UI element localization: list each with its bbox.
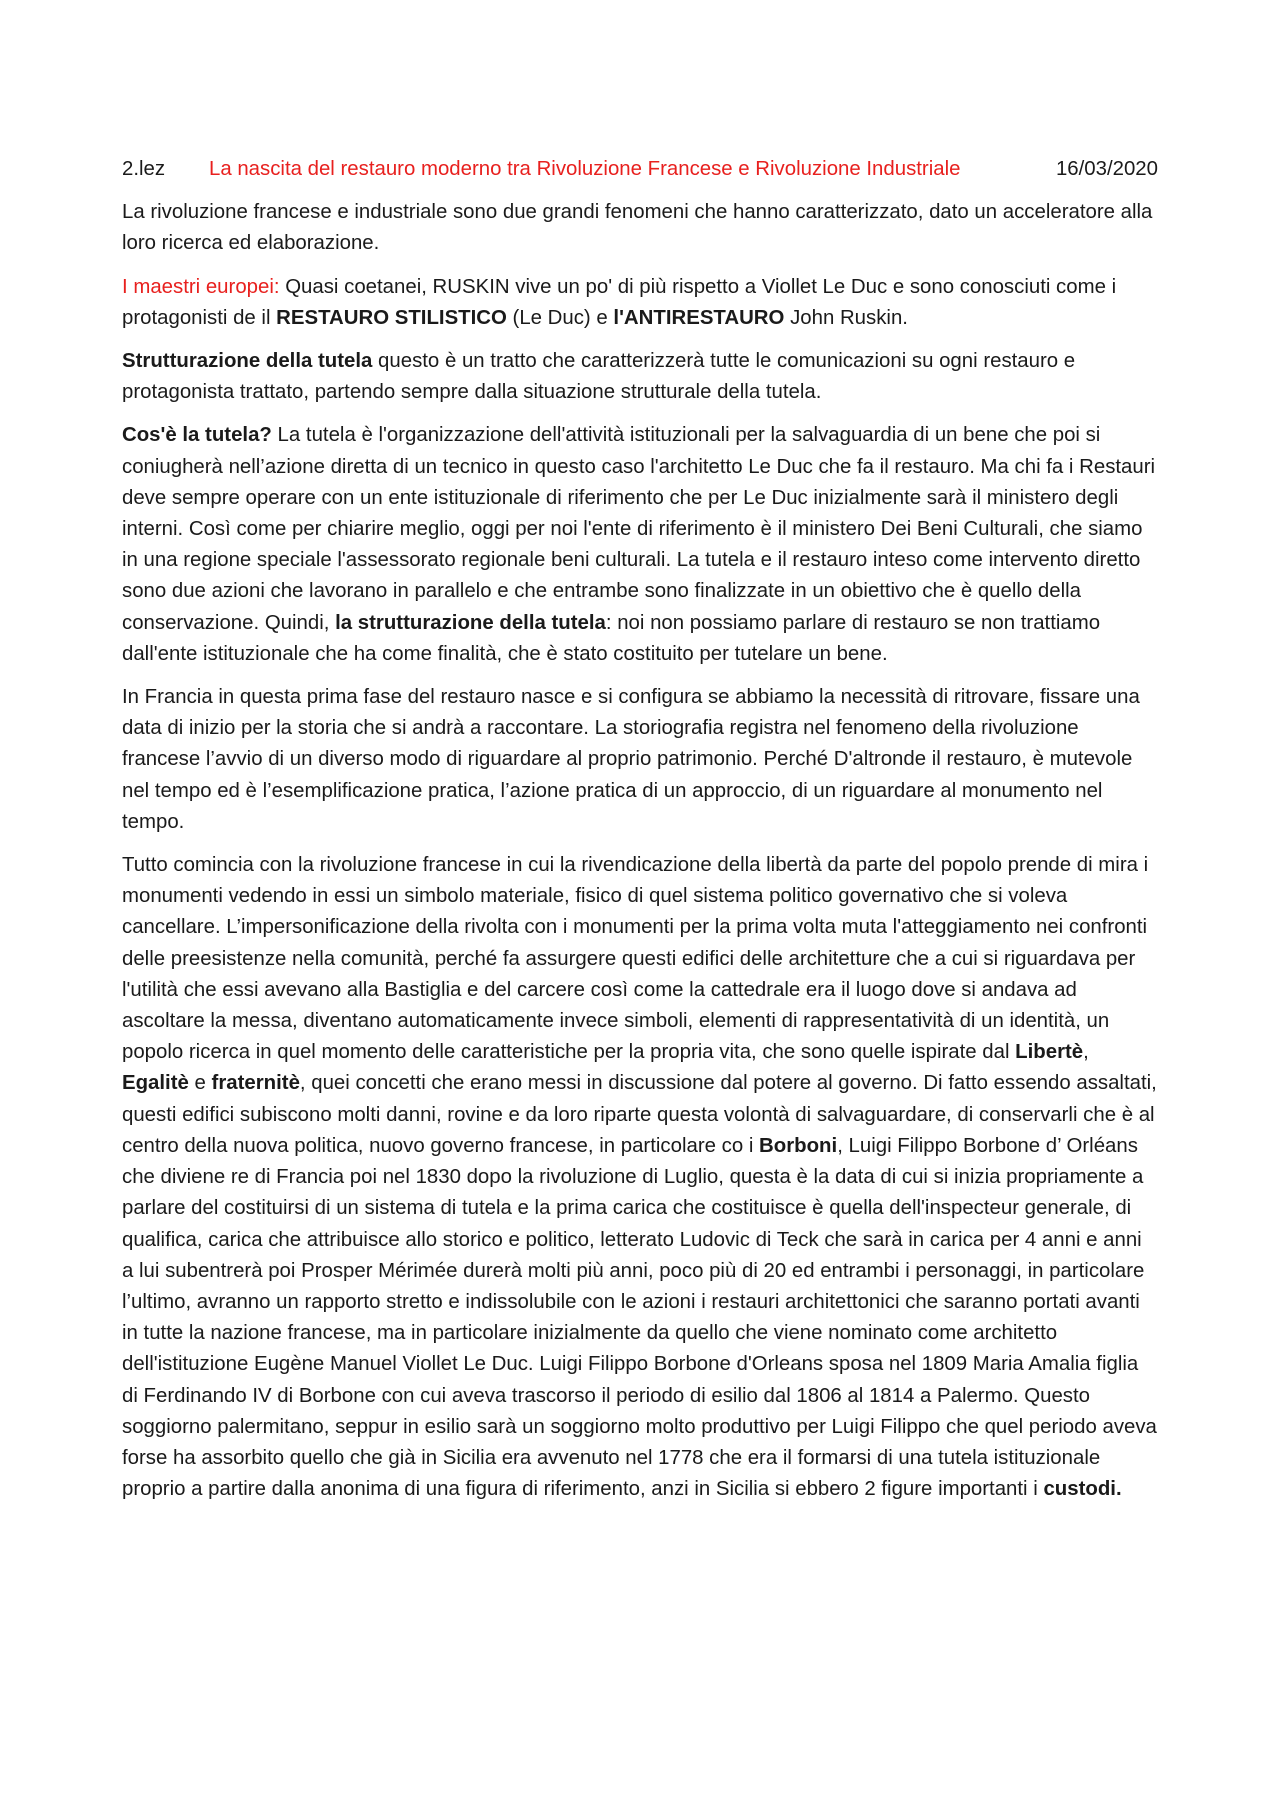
paragraph-intro <box>122 197 1158 259</box>
bold-egalite: Egalitè <box>122 1072 189 1095</box>
paragraph-strutturazione <box>122 346 1158 408</box>
heading-strutturazione-tutela: Strutturazione della tutela <box>122 350 373 373</box>
paragraph-francia <box>122 682 1158 838</box>
text-segment: Quasi coetanei, RUSKIN vive un po' di più rispetto a Viollet Le Duc e sono conosciuti come i protagonisti de il <box>122 275 1117 329</box>
heading-maestri-europei: I maestri europei: <box>122 275 280 298</box>
text-segment: , <box>1083 1041 1089 1064</box>
bold-restauro-stilistico: RESTAURO STILISTICO <box>276 306 507 329</box>
paragraph-francia-text: In Francia in questa prima fase del restauro nasce e si configura se abbiamo la necessità di ritrovare, fissare una data di inizio per la storia che si andrà a raccontare. La storiografia registra nel fenomeno della rivoluzione francese l’avvio di un diverso modo di riguardare al proprio patrimonio. Perché D'altronde il restauro, è mutevole nel tempo ed è l’esemplificazione pratica, l’azione pratica di un approccio, di un riguardare al monumento nel tempo. <box>122 686 1140 833</box>
bold-liberte: Libertè <box>1015 1041 1084 1064</box>
text-segment: John Ruskin. <box>784 306 908 329</box>
lesson-number: 2.lez <box>122 158 166 180</box>
paragraph-rivoluzione <box>122 850 1158 1505</box>
text-segment: Tutto comincia con la rivoluzione francese in cui la rivendicazione della libertà da parte del popolo prende di mira i monumenti vedendo in essi un simbolo materiale, fisico di quel sistema politico governativo che si voleva cancellare. L’impersonificazione della rivolta con i monumenti per la prima volta muta l'atteggiamento nei confronti delle preesistenze nella comunità, perché fa assurgere questi edifici delle architetture che a cui si riguardava per l'utilità che essi avevano alla Bastiglia e del carcere così come la cattedrale era il luogo dove si andava ad ascoltare la messa, diventano automaticamente invece simboli, elementi di rappresentatività di un identità, un popolo ricerca in quel momento delle caratteristiche per la propria vita, che sono quelle ispirate dal <box>122 854 1149 1064</box>
lesson-title: La nascita del restauro moderno tra Rivoluzione Francese e Rivoluzione Industriale <box>209 158 961 180</box>
bold-custodi: custodi. <box>1043 1478 1122 1501</box>
bold-antirestauro: l'ANTIRESTAURO <box>613 306 785 329</box>
lesson-date: 16/03/2020 <box>1055 158 1158 180</box>
paragraph-intro-text: La rivoluzione francese e industriale sono due grandi fenomeni che hanno caratterizzato, dato un acceleratore alla loro ricerca ed elaborazione. <box>122 201 1153 255</box>
bold-strutturazione-tutela: la strutturazione della tutela <box>335 611 606 634</box>
text-segment: La tutela è l'organizzazione dell'attività istituzionali per la salvaguardia di un bene che poi si coniugherà nell’azione diretta di un tecnico in questo caso l'architetto Le Duc che fa il restauro. Ma chi fa i Restauri deve sempre operare con un ente istituzionale di riferimento che per Le Duc inizialmente sarà il ministero degli interni. Così come per chiarire meglio, oggi per noi l'ente di riferimento è il ministero Dei Beni Culturali, che siamo in una regione speciale l'assessorato regionale beni culturali. La tutela e il restauro inteso come intervento diretto sono due azioni che lavorano in parallelo e che entrambe sono finalizzate in un obiettivo che è quello della conservazione. Quindi, <box>122 424 1156 634</box>
lesson-header <box>122 154 1158 185</box>
bold-fraternite: fraternitè <box>211 1072 300 1095</box>
text-segment: , quei concetti che erano messi in discussione dal potere al governo. Di fatto essendo assaltati, questi edifici subiscono molti danni, rovine e da loro riparte questa volontà di salvaguardare, di conservarli che è al centro della nuova politica, nuovo governo francese, in particolare co i <box>122 1072 1157 1157</box>
text-segment: questo è un tratto che caratterizzerà tutte le comunicazioni su ogni restauro e protagonista trattato, partendo sempre dalla situazione strutturale della tutela. <box>122 350 1076 404</box>
text-segment: , Luigi Filippo Borbone d’ Orléans che diviene re di Francia poi nel 1830 dopo la rivoluzione di Luglio, questa è la data di cui si inizia propriamente a parlare del costituirsi di un sistema di tutela e la prima carica che costituisce è quella dell'inspecteur generale, di qualifica, carica che attribuisce allo storico e politico, letterato Ludovic di Teck che sarà in carica per 4 anni e anni a lui subentrerà poi Prosper Mérimée durerà molti più anni, poco più di 20 ed entrambi i personaggi, in particolare l’ultimo, avranno un rapporto stretto e indissolubile con le azioni i restauri architettonici che saranno portati avanti in tutte la nazione francese, ma in particolare inizialmente da quello che viene nominato come architetto dell'istituzione Eugène Manuel Viollet Le Duc. Luigi Filippo Borbone d'Orleans sposa nel 1809 Maria Amalia figlia di Ferdinando IV di Borbone con cui aveva trascorso il periodo di esilio dal 1806 al 1814 a Palermo. Questo soggiorno palermitano, seppur in esilio sarà un soggiorno molto produttivo per Luigi Filippo che quel periodo aveva forse ha assorbito quello che già in Sicilia era avvenuto nel 1778 che era il formarsi di una tutela istituzionale proprio a partire dalla anonima di una figura di riferimento, anzi in Sicilia si ebbero 2 figure importanti i <box>122 1134 1157 1501</box>
paragraph-maestri-europei <box>122 272 1158 334</box>
text-segment: : noi non possiamo parlare di restauro se non trattiamo dall'ente istituzionale che ha come finalità, che è stato costituito per tutelare un bene. <box>122 611 1101 665</box>
text-segment: e <box>188 1072 212 1095</box>
bold-borboni: Borboni <box>759 1134 838 1157</box>
heading-cos-e-la-tutela: Cos'è la tutela? <box>122 424 272 447</box>
paragraph-cos-e-la-tutela <box>122 420 1158 670</box>
text-segment: (Le Duc) e <box>506 306 614 329</box>
